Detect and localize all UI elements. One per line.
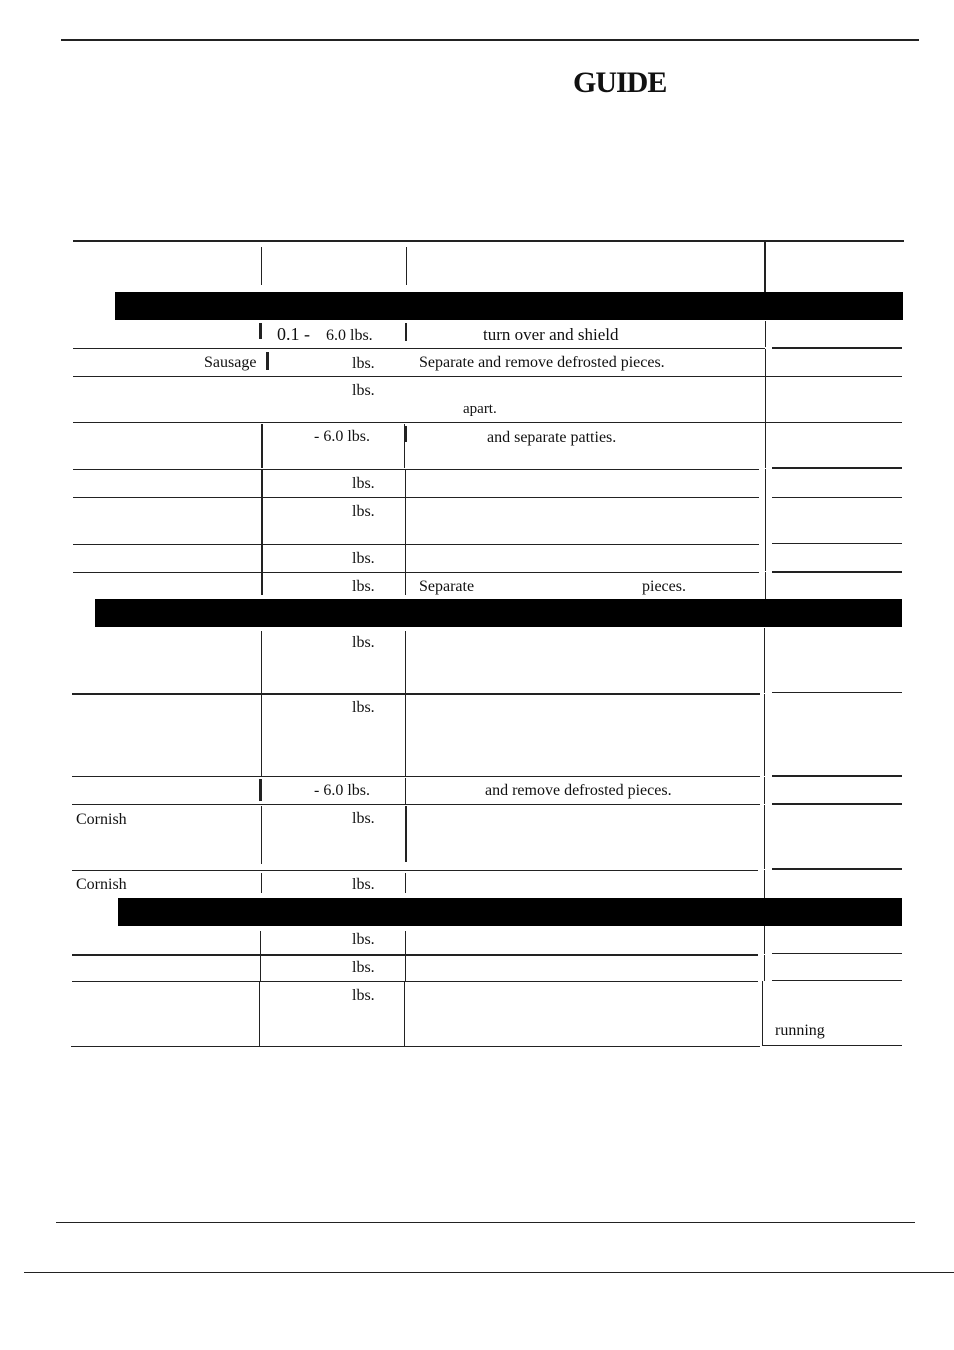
row2-weight: lbs. [352,355,375,372]
row7-weight: lbs. [352,550,375,567]
row13-divider-c [764,870,765,898]
row4-divider-c [765,423,766,468]
section-bar-1 [115,292,903,320]
top-rule [61,39,919,41]
row13-item: Cornish [76,876,127,893]
row2-divider-a [266,352,269,370]
row16-bottom-right [762,1045,902,1046]
row6-bottom [73,544,759,545]
row2-divider-c [765,349,766,376]
row10-divider-b [405,695,406,776]
row4-divider-a [261,424,263,468]
row14-divider-c [764,926,765,954]
row4-divider-b-mark [404,426,407,442]
header-divider-1 [261,247,262,285]
section-bar-3 [118,898,902,926]
row3-tip: apart. [463,401,497,417]
row8-divider-c [765,572,766,599]
row12-divider-b [405,806,407,862]
row6-divider-a [261,498,263,544]
row12-divider-a [261,806,262,864]
row1-divider-b [405,323,407,341]
row1-tip: turn over and shield [483,325,619,344]
row1-divider-c [765,321,766,347]
row1-divider-a [259,323,262,339]
row6-divider-b [405,498,406,544]
row1-bottom [73,348,765,349]
row16-divider-b [404,982,405,1046]
row4-bottom-right [772,467,902,469]
row10-weight: lbs. [352,699,375,716]
row4-tip: and separate patties. [487,429,617,446]
row16-weight: lbs. [352,987,375,1004]
row5-bottom-right [772,497,902,498]
row6-divider-c [765,498,766,544]
row9-bottom [72,693,760,695]
row4-weight: - 6.0 lbs. [314,428,370,445]
row14-bottom [72,954,758,956]
row14-divider-a [260,931,261,954]
row11-divider-c [764,777,765,804]
row2-tip: Separate and remove defrosted pieces. [419,354,665,371]
row16-divider-a [259,982,260,1046]
row7-bottom-right [772,571,902,573]
row9-weight: lbs. [352,634,375,651]
table-top-rule [73,240,904,242]
bottom-rule-1 [56,1222,915,1223]
row7-divider-b [405,545,406,572]
row13-weight: lbs. [352,876,375,893]
row5-divider-a [261,470,263,498]
row6-weight: lbs. [352,503,375,520]
row5-weight: lbs. [352,475,375,492]
row15-weight: lbs. [352,959,375,976]
row8-weight: lbs. [352,578,375,595]
row11-divider-b [405,778,406,804]
row15-divider-a [260,956,261,981]
row10-divider-a [261,695,262,776]
row12-item: Cornish [76,811,127,828]
row11-bottom-right [772,803,902,805]
row8-divider-b [405,573,406,595]
row5-divider-c [765,469,766,498]
section-bar-2 [95,599,902,627]
row5-divider-b [405,470,406,498]
row15-divider-c [764,955,765,981]
row12-bottom-right [772,868,902,870]
row8-tip-b: pieces. [642,578,686,595]
bottom-rule-2 [24,1272,954,1273]
row9-divider-a [261,631,262,693]
row12-weight: lbs. [352,810,375,827]
header-divider-2 [406,247,407,285]
row15-bottom-right [772,980,902,981]
page-title: GUIDE [573,66,667,99]
row9-bottom-right [772,692,902,693]
row13-divider-b [405,873,406,893]
row15-bottom [72,981,758,982]
row10-bottom-right [772,775,902,777]
row16-divider-c [762,981,763,1045]
row9-divider-b [405,631,406,693]
row1-bottom-right [772,347,902,349]
row9-divider-c [764,628,765,693]
row10-bottom [72,776,760,777]
row3-weight: lbs. [352,382,375,399]
row8-divider-a [261,573,263,595]
row7-divider-a [261,545,263,572]
row4-bottom [73,469,759,470]
row1-weight-to: 6.0 lbs. [326,327,373,344]
row16-note: running [775,1022,825,1039]
header-divider-3 [764,242,766,292]
row14-bottom-right [772,953,902,954]
row12-divider-c [764,805,765,869]
row14-weight: lbs. [352,931,375,948]
row8-tip-a: Separate [419,578,475,595]
row11-tip: and remove defrosted pieces. [485,782,672,799]
row3-bottom [73,422,902,423]
row6-bottom-right [772,543,902,544]
row7-divider-c [765,544,766,571]
row2-bottom [73,376,902,377]
row15-divider-b [405,956,406,981]
row2-item: Sausage [204,354,257,371]
row11-weight: - 6.0 lbs. [314,782,370,799]
row13-divider-a [261,873,262,893]
row16-bottom [71,1046,760,1047]
row7-bottom [73,572,759,573]
row1-weight-from: 0.1 - [277,324,310,344]
row3-divider-c [765,377,766,422]
row10-divider-c [764,694,765,776]
row5-bottom [73,497,759,498]
row12-bottom [72,870,758,871]
row14-divider-b [405,931,406,954]
row11-bottom [72,804,760,805]
row11-divider-a [259,779,262,801]
